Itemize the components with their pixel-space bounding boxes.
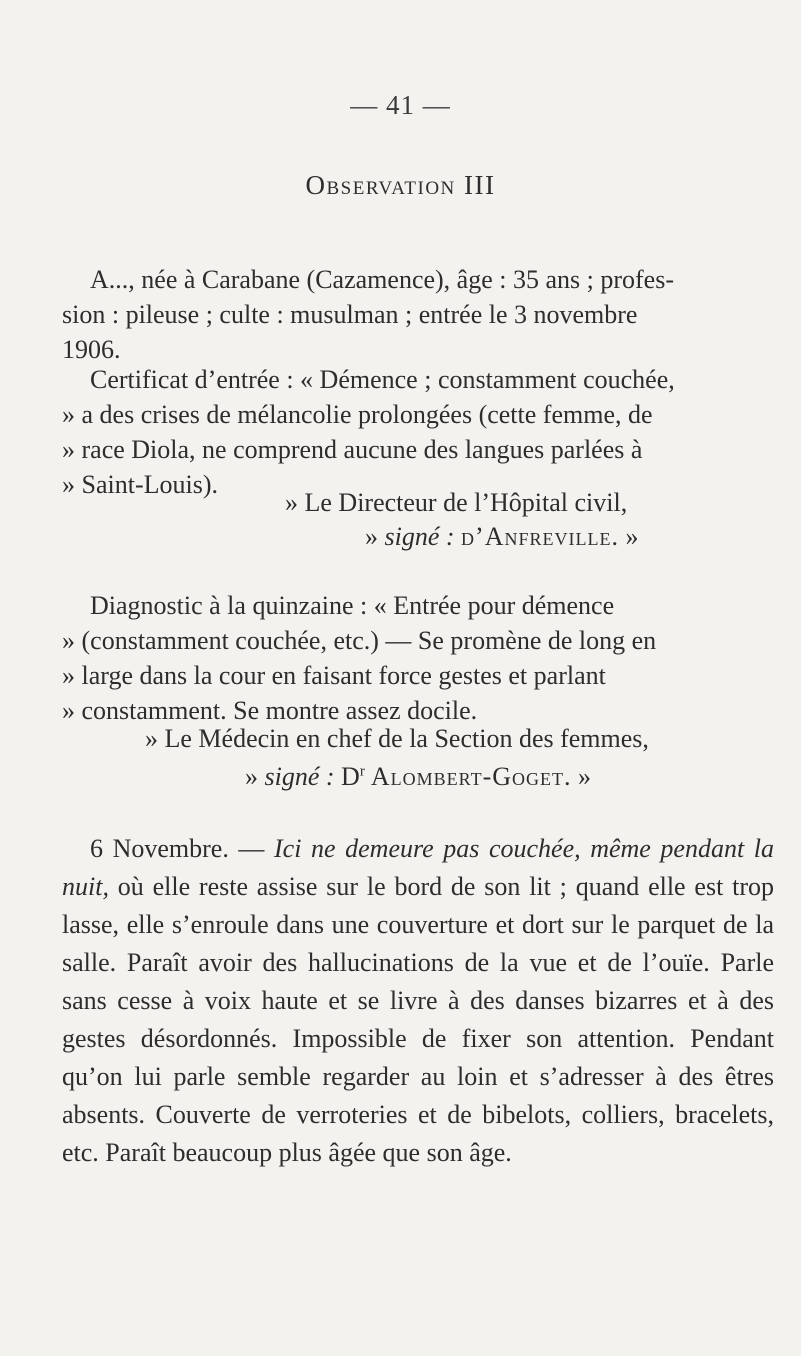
diagnosis-signature (245, 762, 591, 792)
signed-label: signé : (264, 762, 335, 791)
intro-line: 1906. (62, 335, 121, 364)
intro-line: sion : pileuse ; culte : musulman ; entrée le 3 novembre (62, 300, 638, 329)
signature-quote-close: » (571, 762, 592, 791)
intro-line: A..., née à Carabane (Cazamence), âge : 35 ans ; profes- (90, 265, 674, 294)
certificate-signature (365, 522, 638, 552)
note-date: 6 Novembre. — (90, 834, 274, 863)
november-note-paragraph (62, 830, 774, 1172)
certificate-paragraph (62, 362, 762, 502)
signer-title: D (341, 762, 360, 791)
note-italic-text: Ici ne demeure pas couchée, même pendant la nuit, (62, 834, 774, 901)
diagnosis-line: » large dans la cour en faisant force gestes et parlant (62, 661, 606, 690)
diagnosis-line: Diagnostic à la quinzaine : « Entrée pour démence (90, 591, 615, 620)
certificate-line: » race Diola, ne comprend aucune des langues parlées à (62, 435, 643, 464)
signer-name: Alombert-Goget. (364, 762, 572, 791)
page-number: — 41 — (350, 90, 451, 120)
signature-quote-open: » (365, 522, 385, 551)
diagnosis-line: » constamment. Se montre assez docile. (62, 696, 478, 725)
signature-quote-open: » (245, 762, 265, 791)
certificate-line: Certificat d’entrée : « Démence ; constamment couchée, (90, 365, 675, 394)
signature-quote-close: » (618, 522, 639, 551)
certificate-signatory: » Le Directeur de l’Hôpital civil, (285, 488, 628, 517)
note-body: où elle reste assise sur le bord de son lit ; quand elle est trop lasse, elle s’enroule dans une couverture et dort sur le parquet de la salle. Paraît avoir des hallucinations de la vue et de l’ouïe. Parle sans cesse à voix haute et se livre à des danses bizarres et à des gestes désordonnés. Impossible de fixer son attention. Pendant qu’on lui parle semble regarder au loin et s’adresser à des êtres absents. Couverte de verroteries et de bibelots, colliers, bracelets, etc. Paraît beaucoup plus âgée que son âge. (62, 872, 774, 1167)
diagnosis-line: » (constamment couchée, etc.) — Se promène de long en (62, 626, 657, 655)
november-note-text (62, 830, 774, 1172)
diagnosis-paragraph (62, 588, 762, 728)
certificate-line: » a des crises de mélancolie prolongées (cette femme, de (62, 400, 653, 429)
signer-title-sup: r (359, 763, 365, 780)
signer-name: d’Anfreville. (461, 522, 619, 551)
certificate-line: » Saint-Louis). (62, 470, 218, 499)
diagnosis-signatory: » Le Médecin en chef de la Section des femmes, (145, 724, 649, 753)
observation-heading: Observation III (305, 170, 496, 200)
patient-intro-paragraph (62, 262, 762, 367)
signed-label: signé : (384, 522, 455, 551)
